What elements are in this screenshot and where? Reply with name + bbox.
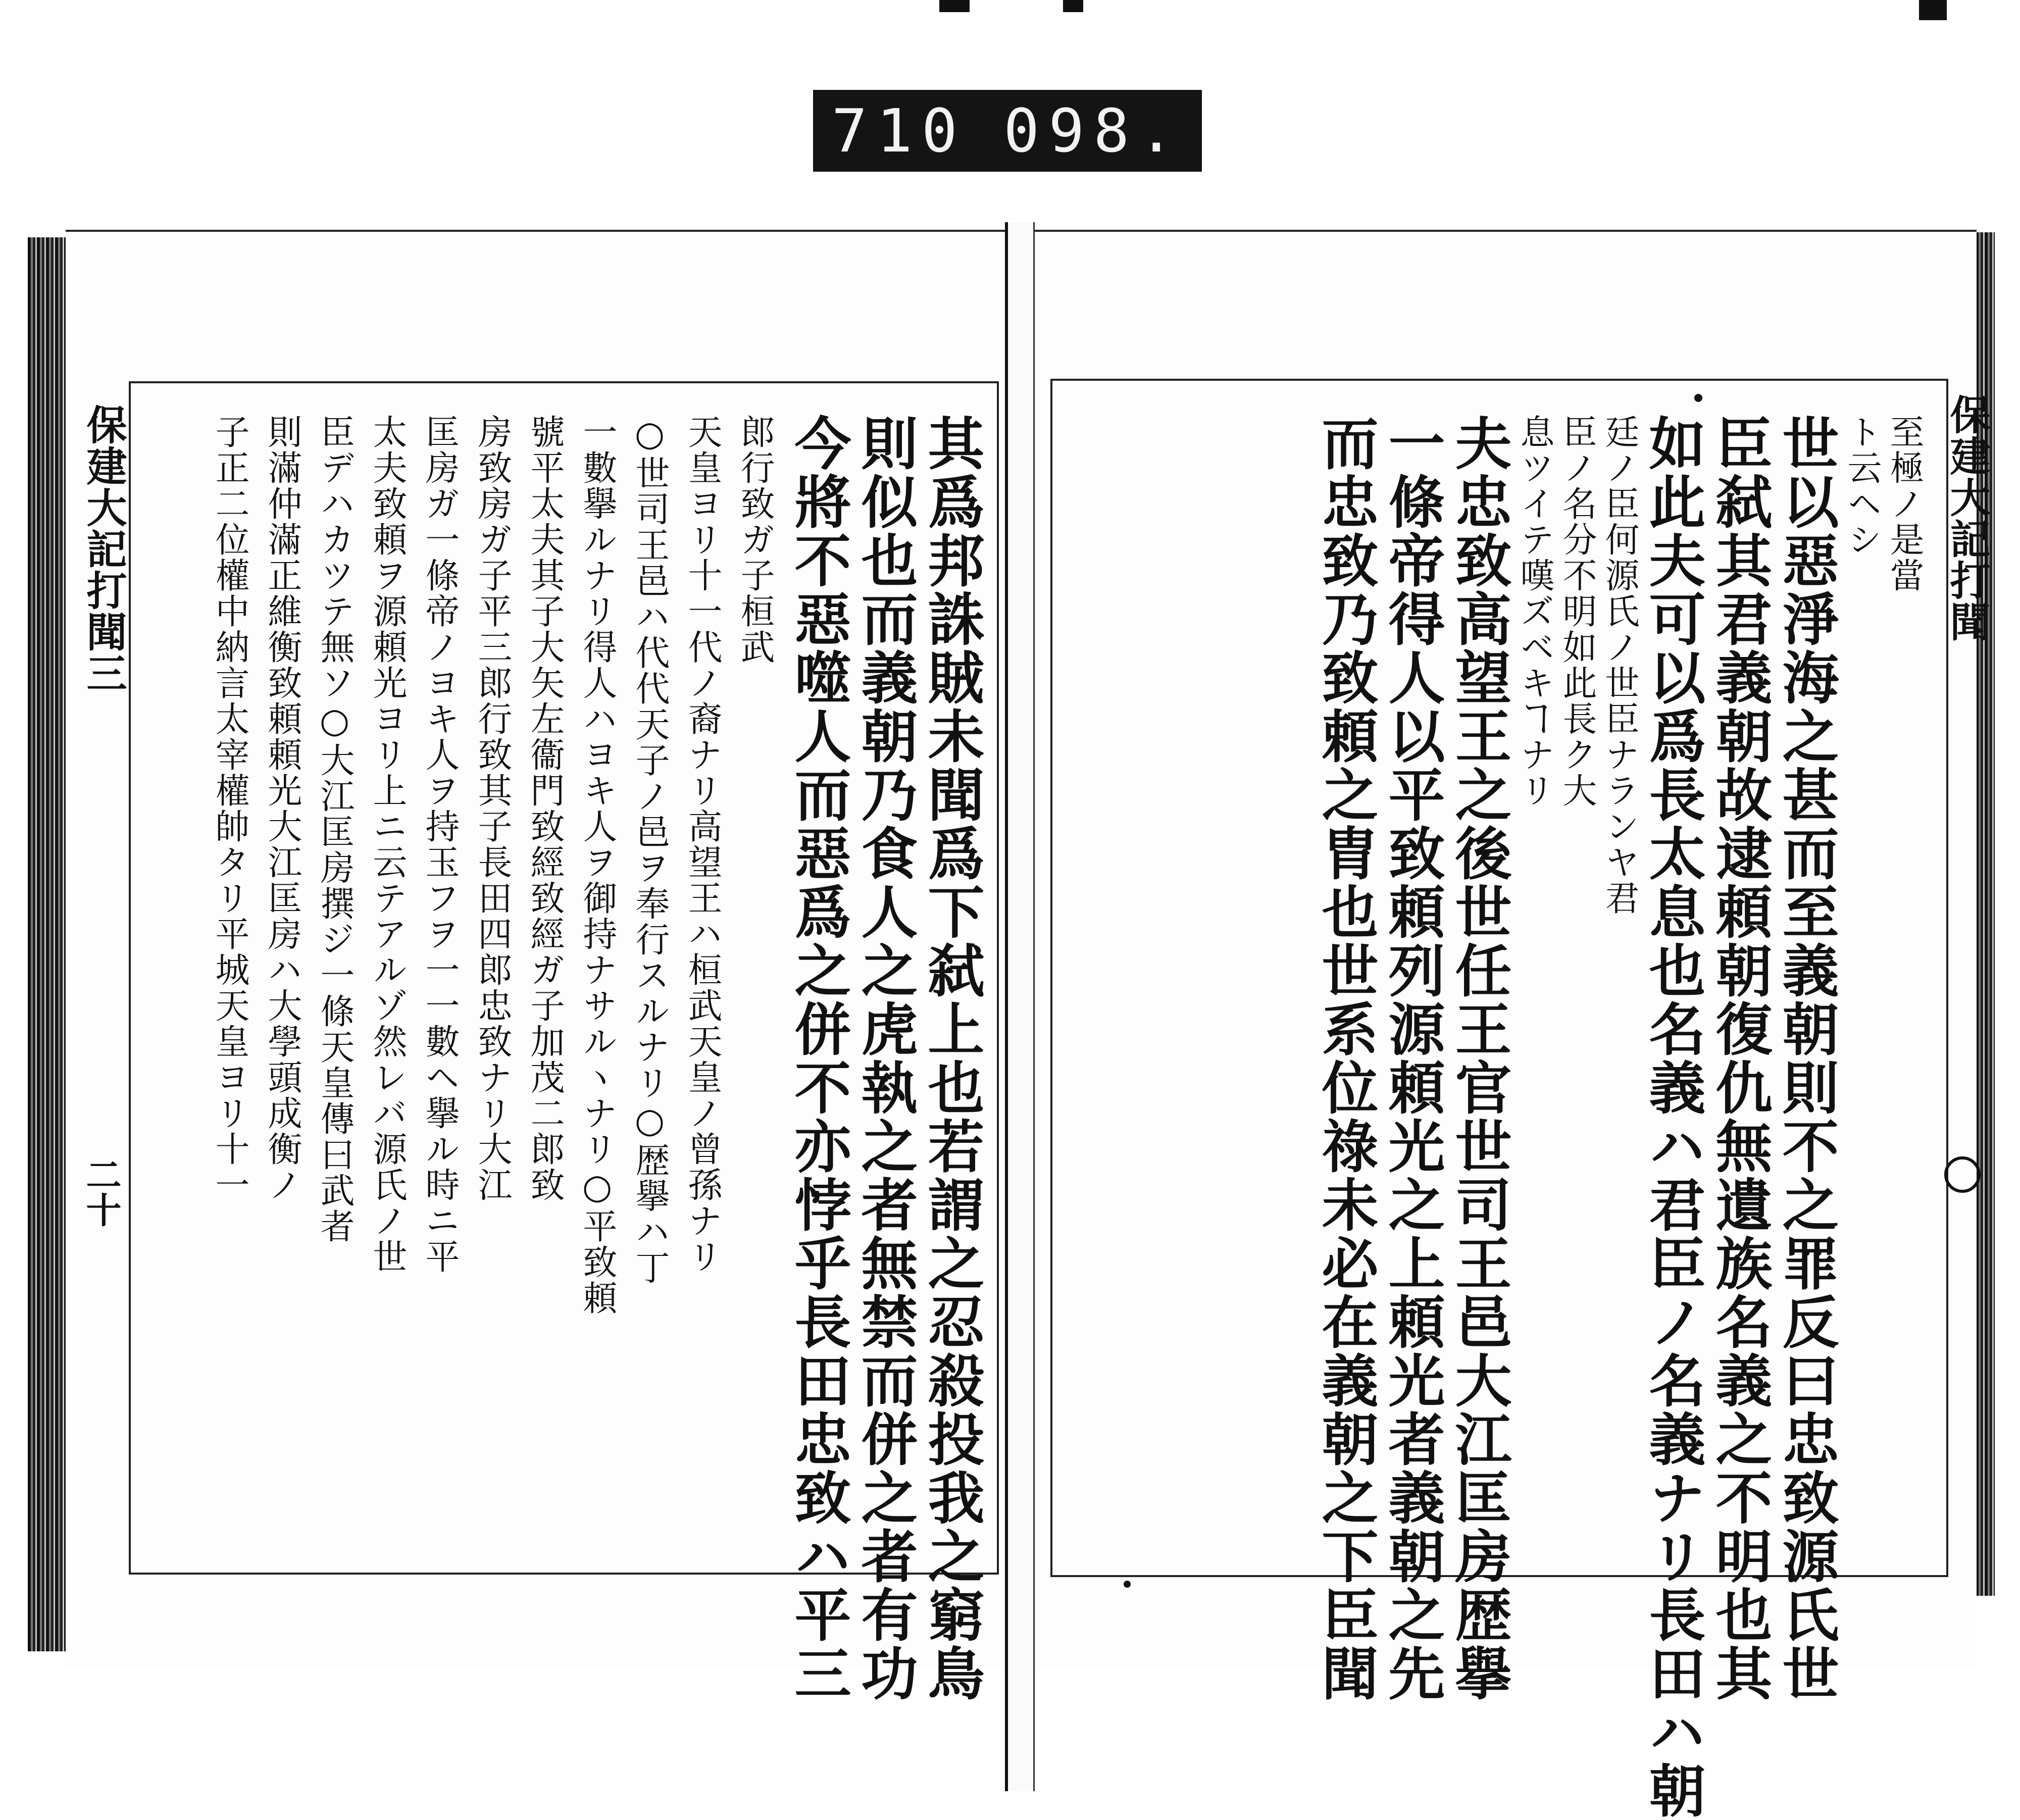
- film-label-right: 098.: [1003, 96, 1184, 166]
- top-crop-mark: [1919, 0, 1947, 20]
- text-column: 郎行致ガ子桓武: [735, 414, 775, 665]
- film-label-left: 710: [831, 96, 967, 166]
- book-spine: [1005, 222, 1035, 1791]
- text-column: 臣ノ名分不明如此長ク大: [1557, 414, 1597, 808]
- text-column: ○世司王邑ハ代代天子ノ邑ヲ奉行スルナリ○歴擧ハ丁: [630, 414, 670, 1286]
- text-column: 臣デハカツテ無ソ○大江匡房撰ジ一條天皇傳曰武者: [315, 414, 355, 1244]
- text-column: 夫忠致高望王之後世任王官世司王邑大江匡房歴擧: [1446, 414, 1512, 1703]
- text-column: 一條帝得人以平致頼列源頼光之上頼光者義朝之先: [1379, 414, 1445, 1703]
- text-column: 號平太夫其子大矢左衞門致經致經ガ子加茂二郎致: [525, 414, 565, 1203]
- text-column: 如此夫可以爲長太息也名義ハ君臣ノ名義ナリ長田ハ朝: [1640, 414, 1706, 1820]
- text-column: 今將不惡噬人而惡爲之併不亦悖乎長田忠致ハ平三: [785, 414, 851, 1703]
- text-column: 則似也而義朝乃食人之虎執之者無禁而併之者有功: [852, 414, 918, 1703]
- right-side-title: 保建大記打聞: [1943, 394, 1991, 642]
- text-column: ト云ヘシ: [1842, 414, 1882, 558]
- film-frame-label: [813, 90, 1202, 172]
- text-column: 房致房ガ子平三郎行致其子長田四郎忠致ナリ大江: [472, 414, 512, 1203]
- text-column: 一數擧ルナリ得人ハヨキ人ヲ御持ナサルヽナリ○平致頼: [577, 414, 617, 1316]
- top-crop-mark: [939, 0, 970, 12]
- text-column: 天皇ヨリ十一代ノ裔ナリ高望王ハ桓武天皇ノ曾孫ナリ: [682, 414, 722, 1275]
- text-column: 至極ノ是當: [1884, 414, 1924, 593]
- left-folio: 二十: [80, 1156, 122, 1227]
- text-column: 則滿仲滿正維衡致頼頼光大江匡房ハ大學頭成衡ノ: [262, 414, 302, 1203]
- text-column: 臣弑其君義朝故逮頼朝復仇無遺族名義之不明也其: [1706, 414, 1773, 1703]
- text-column: 世以惡淨海之甚而至義朝則不之罪反曰忠致源氏世: [1773, 414, 1839, 1703]
- text-column: 其爲邦誅賊未聞爲下弑上也若謂之忍殺投我之窮鳥: [919, 414, 985, 1703]
- left-side-title: 保建大記打聞三: [80, 404, 127, 694]
- text-column: 太夫致頼ヲ源頼光ヨリ上ニ云テアルゾ然レバ源氏ノ世: [367, 414, 407, 1275]
- ink-speck: [1124, 1581, 1131, 1588]
- ink-speck: [1694, 394, 1702, 402]
- ink-speck: [1944, 1156, 1981, 1193]
- text-column: 匡房ガ一條帝ノヨキ人ヲ持玉フヲ一一數ヘ擧ル時ニ平: [420, 414, 460, 1275]
- top-crop-mark: [1063, 0, 1083, 12]
- text-column: 而忠致乃致頼之胄也世系位祿未必在義朝之下臣聞: [1312, 414, 1379, 1703]
- text-column: 子正二位權中納言太宰權帥タリ平城天皇ヨリ十一: [210, 414, 249, 1203]
- text-column: 廷ノ臣何源氏ノ世臣ナランヤ君: [1599, 414, 1639, 916]
- text-column: 息ツイテ嘆ズベキヿナリ: [1514, 414, 1554, 808]
